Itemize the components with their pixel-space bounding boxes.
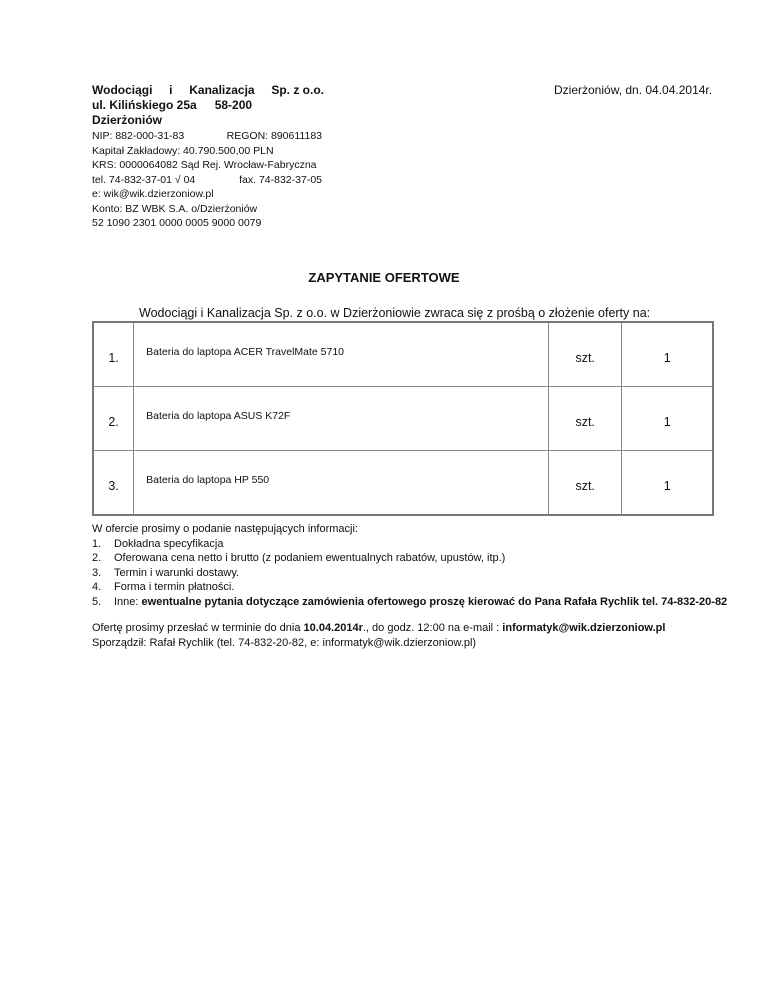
submission-info [92,621,752,650]
prepared-by: Sporządził: Rafał Rychlik (tel. 74-832-20-82, e: informatyk@wik.dzierzoniow.pl) [92,636,477,649]
nip: NIP: 882-000-31-83 [92,130,185,142]
item-number: 2. [93,387,134,451]
phone-fax-row [92,173,324,188]
bank-name: Konto: BZ WBK S.A. o/Dzierżoniów [92,202,258,215]
list-item: 3. Termin i warunki dostawy. [92,566,240,579]
list-item: 1. Dokładna specyfikacja [92,537,224,550]
item-description: Bateria do laptopa ACER TravelMate 5710 [134,322,549,387]
company-name-word: i [169,83,173,97]
place-date: Dzierżoniów, dn. 04.04.2014r. [554,83,713,97]
company-name-word: Wodociągi [92,83,153,97]
deadline-line: Ofertę prosimy przesłać w terminie do dnia 10.04.2014r., do godz. 12:00 na e-mail : informatyk@wik.dzierzoniow.pl [92,622,666,634]
company-name-word: Kanalizacja [189,83,255,97]
bank-account: 52 1090 2301 0000 0005 9000 0079 [92,217,262,229]
intro-text: Wodociągi i Kanalizacja Sp. z o.o. w Dzierżoniowie zwraca się z prośbą o złożenie oferty na: [139,306,651,320]
list-item: 2. Oferowana cena netto i brutto (z podaniem ewentualnych rabatów, upustów, itp.) [92,552,506,565]
item-number: 1. [93,322,134,387]
company-name [92,83,324,98]
requirements-heading: W ofercie prosimy o podanie następujących informacji: [92,523,358,535]
postal-city: 58-200 Dzierżoniów [92,98,253,127]
item-unit: szt. [548,387,621,451]
item-unit: szt. [548,451,621,516]
table-row [93,451,713,516]
fax: fax. 74-832-37-05 [239,173,322,186]
company-header [92,83,324,231]
submission-email: informatyk@wik.dzierzoniow.pl [502,622,666,634]
items-table [92,321,714,516]
item-description: Bateria do laptopa ASUS K72F [134,387,549,451]
table-row [93,387,713,451]
telephone: tel. 74-832-37-01 √ 04 [92,173,196,186]
item-quantity: 1 [622,322,713,387]
street: ul. Kilińskiego 25a [92,98,197,112]
company-address [92,98,324,128]
company-email: e: wik@wik.dzierzoniow.pl [92,188,214,200]
table-row [93,322,713,387]
list-item: 5. Inne: ewentualne pytania dotyczące zamówienia ofertowego proszę kierować do Pana Rafała Rychlik tel. 74-832-20-82 [92,595,728,608]
capital: Kapitał Zakładowy: 40.790.500,00 PLN [92,144,274,157]
deadline-date: 10.04.2014r [303,622,363,634]
requirements-section [92,522,752,610]
regon: REGON: 890611183 [226,130,322,142]
company-name-word: Sp. z o.o. [271,83,324,97]
list-item: 4. Forma i termin płatności. [92,581,235,594]
krs: KRS: 0000064082 Sąd Rej. Wrocław-Fabryczna [92,159,317,171]
item-quantity: 1 [622,387,713,451]
requirements-list [92,537,752,610]
item-quantity: 1 [622,451,713,516]
item-description: Bateria do laptopa HP 550 [134,451,549,516]
item-unit: szt. [548,322,621,387]
document-title: ZAPYTANIE OFERTOWE [308,270,460,285]
nip-regon-row [92,129,324,144]
item-number: 3. [93,451,134,516]
